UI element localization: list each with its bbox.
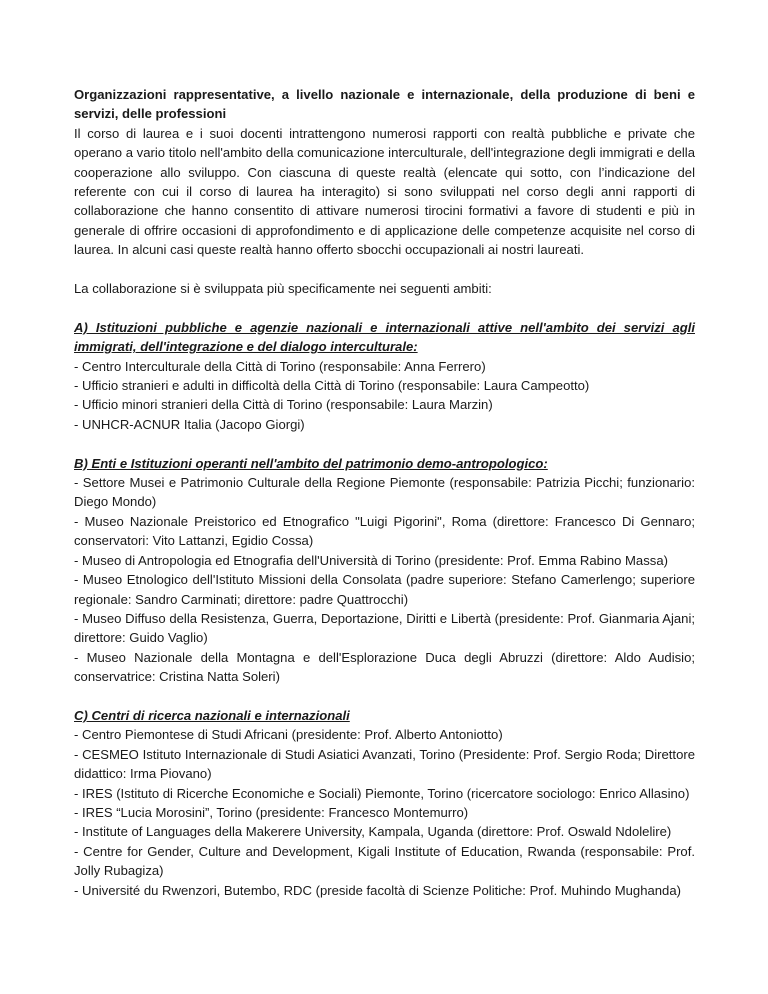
spacer <box>74 434 695 453</box>
lead-paragraph: La collaborazione si è sviluppata più specificamente nei seguenti ambiti: <box>74 281 492 297</box>
list-item: - Centro Interculturale della Città di Torino (responsabile: Anna Ferrero) <box>74 358 486 374</box>
list-item: - UNHCR-ACNUR Italia (Jacopo Giorgi) <box>74 416 305 432</box>
section-title: A) Istituzioni pubbliche e agenzie nazionali e internazionali attive nell'ambito dei servizi agli immigrati, dell'integrazione e del dialogo interculturale: <box>74 319 695 355</box>
list-item: - Ufficio minori stranieri della Città di Torino (responsabile: Laura Marzin) <box>74 397 493 413</box>
list-item: - IRES (Istituto di Ricerche Economiche e Sociali) Piemonte, Torino (ricercatore sociologo: Enrico Allasino) <box>74 785 690 801</box>
document-page <box>74 85 695 900</box>
list-item: - Ufficio stranieri e adulti in difficoltà della Città di Torino (responsabile: Laura Campeotto) <box>74 378 590 394</box>
section-list <box>74 725 695 900</box>
list-item: - Centro Piemontese di Studi Africani (presidente: Prof. Alberto Antoniotto) <box>74 727 503 743</box>
intro-paragraph: Il corso di laurea e i suoi docenti intrattengono numerosi rapporti con realtà pubbliche e private che operano a vario titolo nell'ambito della comunicazione interculturale, dell'integrazione degli immigrati e della cooperazione allo sviluppo. Con ciascuna di queste realtà (elencate qui sotto, con l’indicazione del referente con cui il corso di laurea ha interagito) si sono sviluppati nel corso degli anni rapporti di collaborazione che hanno consentito di attivare numerosi tirocini formativi a favore di studenti e più in generale di offrire occasioni di approfondimento e di applicazione delle competenze acquisite nel corso di laurea. In alcuni casi queste realtà hanno offerto sbocchi occupazionali ai nostri laureati. <box>74 125 695 258</box>
section-list <box>74 473 695 686</box>
list-item: - Museo Diffuso della Resistenza, Guerra, Deportazione, Diritti e Libertà (presidente: Prof. Gianmaria Ajani; direttore: Guido Vaglio) <box>74 610 695 646</box>
list-item: - Museo di Antropologia ed Etnografia dell'Università di Torino (presidente: Prof. Emma Rabino Massa) <box>74 552 668 568</box>
section-a <box>74 318 695 434</box>
list-item: - Museo Nazionale Preistorico ed Etnografico "Luigi Pigorini", Roma (direttore: Francesco Di Gennaro; conservatori: Vito Lattanzi, Egidio Cossa) <box>74 513 695 549</box>
list-item: - Centre for Gender, Culture and Development, Kigali Institute of Education, Rwanda (responsabile: Prof. Jolly Rubagiza) <box>74 843 695 879</box>
list-item: - Institute of Languages della Makerere University, Kampala, Uganda (direttore: Prof. Oswald Ndolelire) <box>74 824 672 840</box>
section-title: C) Centri di ricerca nazionali e internazionali <box>74 707 350 723</box>
section-list <box>74 357 695 435</box>
section-c <box>74 706 695 900</box>
list-item: - Settore Musei e Patrimonio Culturale della Regione Piemonte (responsabile: Patrizia Picchi; funzionario: Diego Mondo) <box>74 475 695 510</box>
spacer <box>74 687 695 706</box>
list-item: - Museo Nazionale della Montagna e dell'Esplorazione Duca degli Abruzzi (direttore: Aldo Audisio; conservatrice: Cristina Natta Soleri) <box>74 649 695 685</box>
document-heading: Organizzazioni rappresentative, a livello nazionale e internazionale, della produzione di beni e servizi, delle professioni <box>74 87 695 122</box>
list-item: - IRES “Lucia Morosini”, Torino (presidente: Francesco Montemurro) <box>74 804 469 820</box>
section-b <box>74 454 695 687</box>
section-title: B) Enti e Istituzioni operanti nell'ambito del patrimonio demo-antropologico: <box>74 455 548 471</box>
spacer <box>74 298 695 317</box>
spacer <box>74 260 695 279</box>
list-item: - Université du Rwenzori, Butembo, RDC (preside facoltà di Scienze Politiche: Prof. Muhindo Mughanda) <box>74 882 681 898</box>
list-item: - Museo Etnologico dell'Istituto Missioni della Consolata (padre superiore: Stefano Camerlengo; superiore regionale: Sandro Carminati; direttore: padre Quattrocchi) <box>74 572 695 607</box>
list-item: - CESMEO Istituto Internazionale di Studi Asiatici Avanzati, Torino (Presidente: Prof. Sergio Roda; Direttore didattico: Irma Piovano) <box>74 746 695 782</box>
